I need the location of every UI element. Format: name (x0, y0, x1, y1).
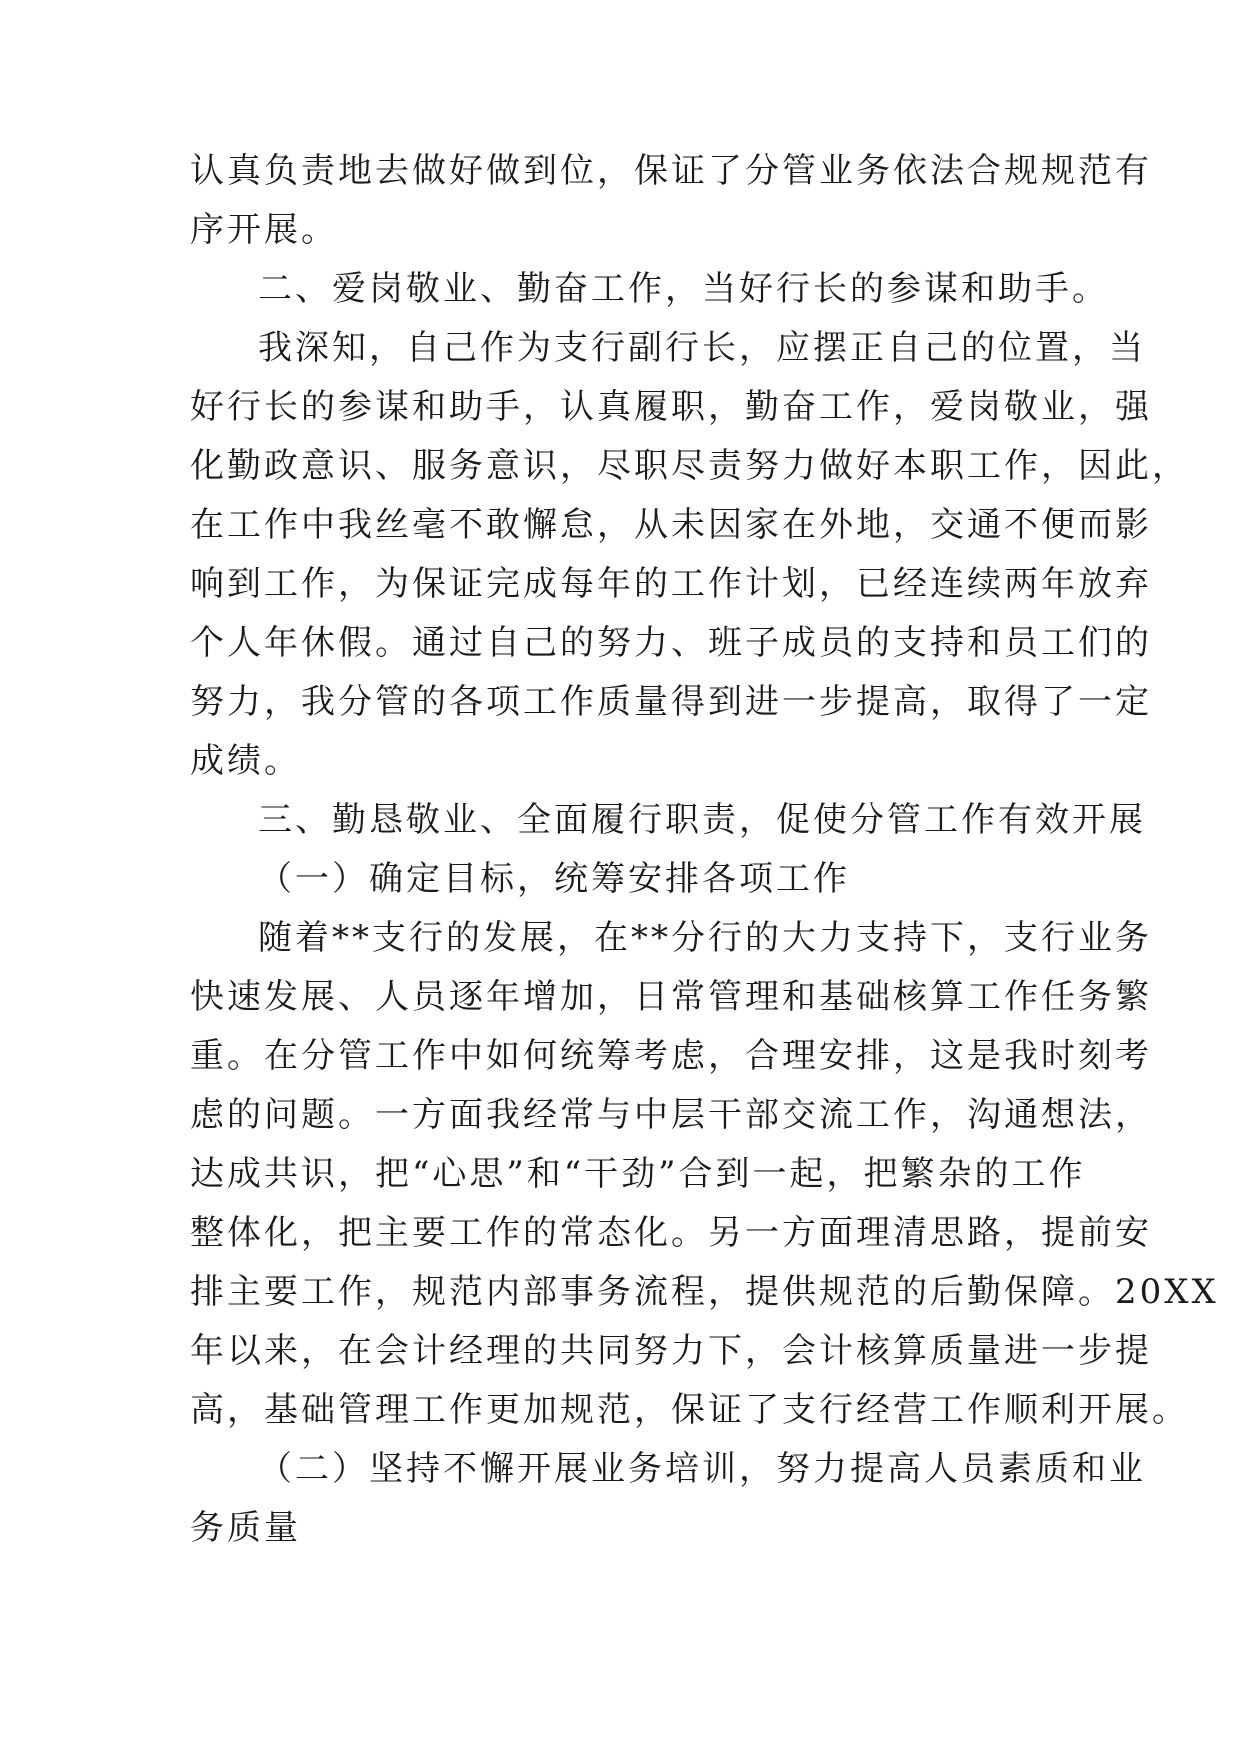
text-line: 整体化，把主要工作的常态化。另一方面理清思路，提前安 (190, 1213, 1152, 1253)
text-line: 努力，我分管的各项工作质量得到进一步提高，取得了一定 (190, 682, 1152, 722)
text-line: 序开展。 (190, 210, 338, 250)
text-line: 好行长的参谋和助手，认真履职，勤奋工作，爱岗敬业，强 (190, 387, 1152, 427)
section-heading: 三、勤恳敬业、全面履行职责，促使分管工作有效开展 (258, 800, 1146, 840)
text-line: 快速发展、人员逐年增加，日常管理和基础核算工作任务繁 (190, 977, 1152, 1017)
text-line: 响到工作，为保证完成每年的工作计划，已经连续两年放弃 (190, 564, 1152, 604)
text-line: 虑的问题。一方面我经常与中层干部交流工作，沟通想法， (190, 1095, 1152, 1135)
text-line: 认真负责地去做好做到位，保证了分管业务依法合规规范有 (190, 151, 1152, 191)
text-line: 重。在分管工作中如何统筹考虑，合理安排，这是我时刻考 (190, 1036, 1152, 1076)
text-line: 个人年休假。通过自己的努力、班子成员的支持和员工们的 (190, 623, 1152, 663)
text-line: 达成共识，把“心思”和“干劲”合到一起，把繁杂的工作 (190, 1154, 1086, 1194)
text-line: 在工作中我丝毫不敢懈怠，从未因家在外地，交通不便而影 (190, 505, 1152, 545)
section-heading: 二、爱岗敬业、勤奋工作，当好行长的参谋和助手。 (258, 269, 1109, 309)
text-line: 成绩。 (190, 741, 301, 781)
text-line: 化勤政意识、服务意识，尽职尽责努力做好本职工作，因此， (190, 446, 1189, 486)
text-line: 高，基础管理工作更加规范，保证了支行经营工作顺利开展。 (190, 1390, 1189, 1430)
text-line: 随着**支行的发展，在**分行的大力支持下，支行业务 (258, 918, 1152, 958)
text-line: 务质量 (190, 1508, 301, 1548)
text-line: 排主要工作，规范内部事务流程，提供规范的后勤保障。20XX (190, 1272, 1219, 1312)
text-line: 年以来，在会计经理的共同努力下，会计核算质量进一步提 (190, 1331, 1152, 1371)
subsection-heading: （一）确定目标，统筹安排各项工作 (258, 859, 850, 899)
subsection-heading: （二）坚持不懈开展业务培训，努力提高人员素质和业 (258, 1449, 1146, 1489)
text-line: 我深知，自己作为支行副行长，应摆正自己的位置，当 (258, 328, 1146, 368)
